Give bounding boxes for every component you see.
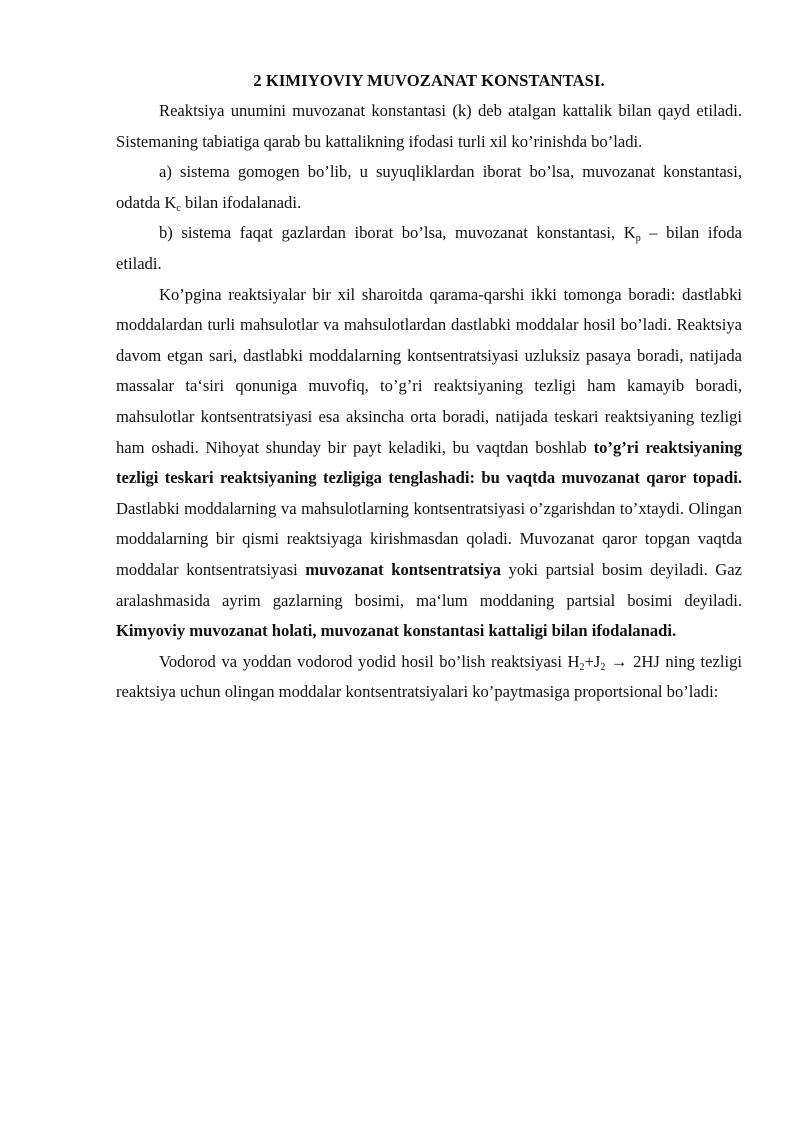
equilibrium-text-3: yoki partsial bosim deyiladi. Gaz aralashmasida ayrim gazlarning bosimi, ma‘lum moddaning partsial bosimi deyiladi.: [116, 559, 743, 610]
reaction-text-1: Vodorod va yoddan vodorod yodid hosil bo’lish reaktsiyasi H: [159, 651, 580, 671]
equilibrium-bold-2: muvozanat kontsentratsiya: [305, 559, 501, 579]
paragraph-reaction: [116, 647, 742, 708]
reaction-text-3: → 2HJ ning tezligi reaktsiya uchun olingan moddalar kontsentratsiyalari ko’paytmasiga proportsional bo’ladi:: [116, 651, 742, 702]
kc-subscript: c: [176, 202, 181, 214]
case-b-text: b) sistema faqat gazlardan iborat bo’lsa, muvozanat konstantasi, K: [159, 223, 636, 243]
j2-subscript: 2: [600, 661, 606, 673]
equilibrium-text-1: Ko’pgina reaktsiyalar bir xil sharoitda qarama-qarshi ikki tomonga boradi: dastlabki moddalardan turli mahsulotlar va mahsulotlardan dastlabki moddalar hosil bo’ladi. Reaktsiya davom etgan sari, dastlabki moddalarning kontsentratsiyasi uzluksiz pasaya boradi, natijada massalar ta‘siri qonuniga muvofiq, to’g’ri reaktsiyaning tezligi ham kamayib boradi, mahsulotlar kontsentratsiyasi esa aksincha orta boradi, natijada teskari reaktsiyaning tezligi ham oshadi. Nihoyat shunday bir payt keladiki, bu vaqtdan boshlab: [116, 284, 742, 457]
paragraph-equilibrium: [116, 280, 742, 647]
kp-subscript: p: [635, 233, 641, 245]
paragraph-intro: [116, 96, 742, 157]
paragraph-case-b: [116, 218, 742, 279]
paragraph-case-a: [116, 157, 742, 218]
equilibrium-bold-1: to’g’ri reaktsiyaning tezligi teskari reaktsiyaning tezligiga tenglashadi: bu vaqtda muvozanat qaror topadi.: [116, 437, 742, 488]
case-b-text-end: – bilan ifoda etiladi.: [116, 223, 742, 273]
page-title: 2 KIMIYOVIY MUVOZANAT KONSTANTASI.: [253, 71, 605, 90]
document-page: [116, 66, 742, 708]
reaction-text-2: +J: [584, 651, 601, 671]
paragraph-intro-text: Reaktsiya unumini muvozanat konstantasi (k) deb atalgan kattalik bilan qayd etiladi. Sistemaning tabiatiga qarab bu kattalikning ifodasi turli xil ko’rinishda bo’ladi.: [116, 101, 742, 151]
equilibrium-bold-3: Kimyoviy muvozanat holati, muvozanat konstantasi kattaligi bilan ifodalanadi.: [116, 621, 677, 641]
equilibrium-text-2: Dastlabki moddalarning va mahsulotlarning kontsentratsiyasi o’zgarishdan to’xtaydi. Olingan moddalarning bir qismi reaktsiyaga kirishmasdan qoladi. Muvozanat qaror topgan vaqtda moddalar kontsentratsiyasi: [116, 498, 742, 579]
case-a-text: a) sistema gomogen bo’lib, u suyuqliklardan iborat bo’lsa, muvozanat konstantasi, odatda K: [116, 162, 742, 212]
h2-subscript: 2: [579, 661, 585, 673]
case-a-text-end: bilan ifodalanadi.: [180, 192, 302, 212]
